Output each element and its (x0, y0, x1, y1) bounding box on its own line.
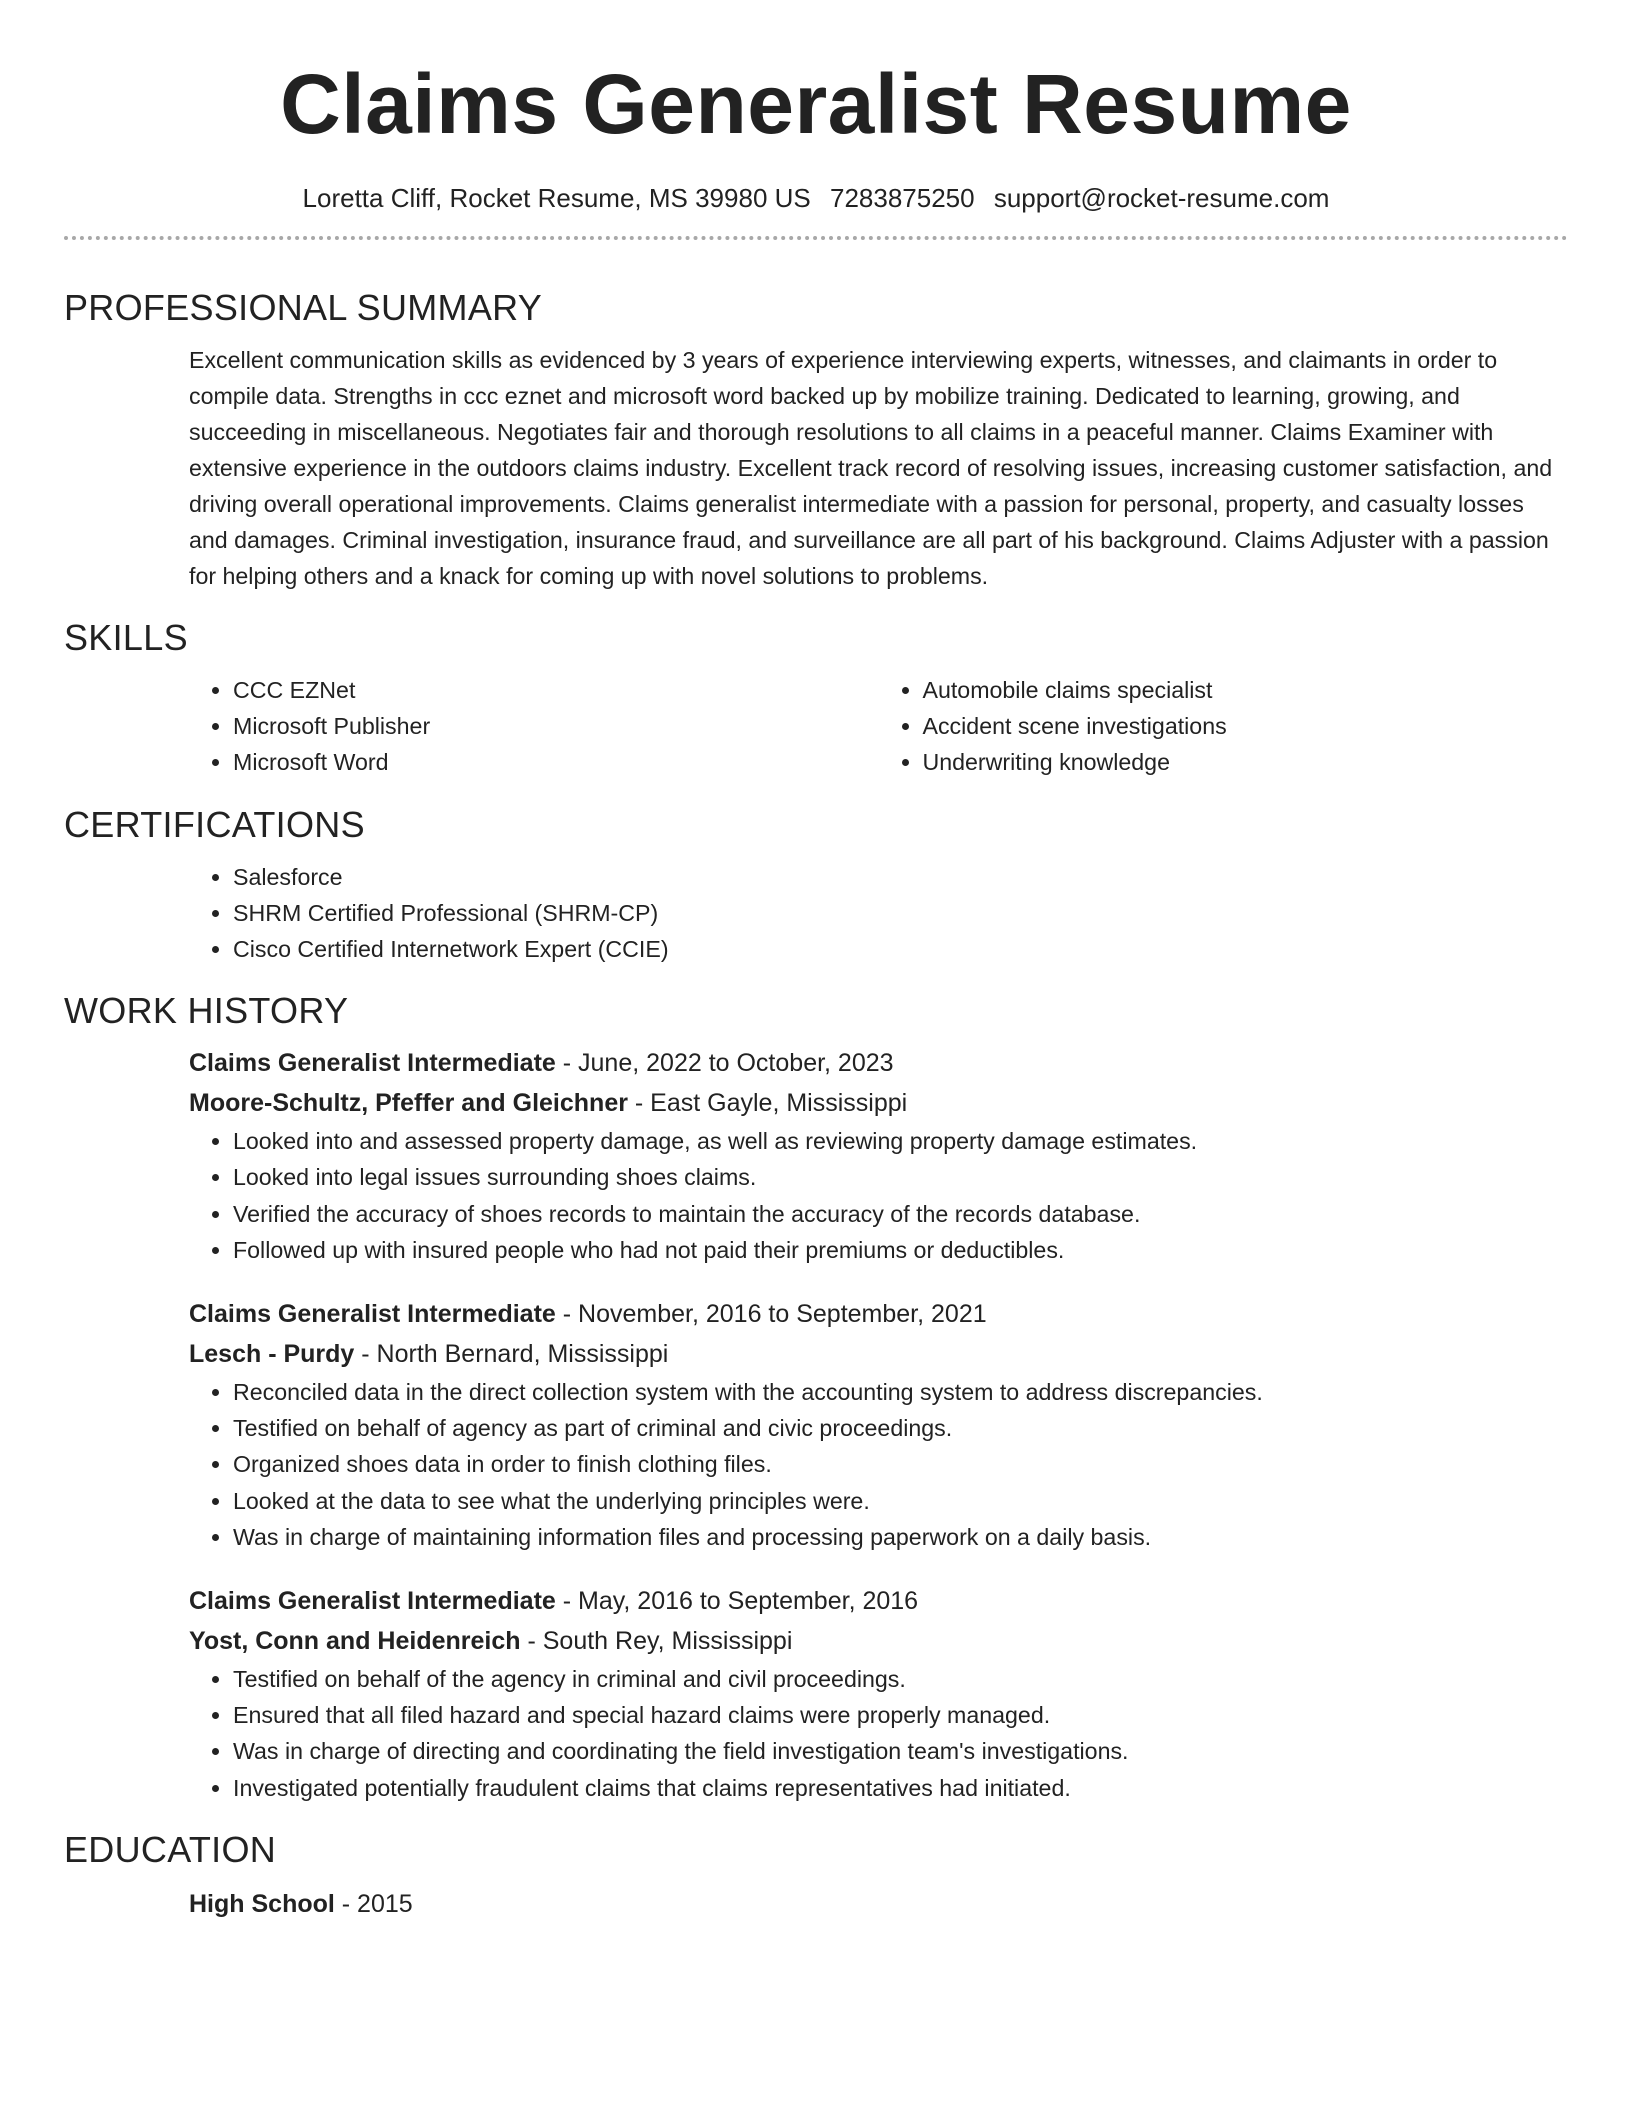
summary-section (189, 342, 1568, 594)
job-company-line: Yost, Conn and Heidenreich - South Rey, Mississippi (189, 1627, 793, 1656)
job-duty: • Followed up with insured people who had not paid their premiums or deductibles. (233, 1232, 1568, 1268)
skill-item: • Microsoft Word (233, 744, 879, 780)
education-heading: EDUCATION (64, 1828, 277, 1870)
certification-item: • Salesforce (233, 859, 1568, 895)
job-duty: • Was in charge of directing and coordinating the field investigation team's investigations. (233, 1733, 1568, 1769)
job-entry (189, 1581, 1568, 1806)
job-duties-list (189, 1123, 1568, 1268)
certifications-heading: CERTIFICATIONS (64, 803, 365, 845)
contact-email: support@rocket-resume.com (993, 183, 1330, 213)
job-dates: June, 2022 to October, 2023 (578, 1049, 894, 1078)
work-history-section (189, 1043, 1568, 1806)
education-section (189, 1884, 1568, 1924)
skills-list-right (879, 672, 1569, 781)
job-duties-list (189, 1661, 1568, 1806)
job-title: Claims Generalist Intermediate (189, 1587, 556, 1616)
certifications-section (189, 859, 1568, 968)
skill-item: • Accident scene investigations (923, 708, 1569, 744)
job-location: North Bernard, Mississippi (376, 1340, 669, 1369)
skills-heading: SKILLS (64, 617, 188, 658)
education-year: 2015 (357, 1889, 413, 1918)
summary-heading: PROFESSIONAL SUMMARY (64, 287, 543, 328)
job-title: Claims Generalist Intermediate (189, 1300, 556, 1329)
job-duty: • Looked into and assessed property damage, as well as reviewing property damage estimates. (233, 1123, 1568, 1159)
job-title: Claims Generalist Intermediate (189, 1049, 556, 1078)
summary-text: Excellent communication skills as evidenced by 3 years of experience interviewing experts, witnesses, and claimants in order to compile data. Strengths in ccc eznet and microsoft word backed up by mobilize training. Dedicated to learning, growing, and succeeding in miscellaneous. Negotiates fair and thorough resolutions to all claims in a peaceful manner. Claims Examiner with extensive experience in the outdoors claims industry. Excellent track record of resolving issues, increasing customer satisfaction, and driving overall operational improvements. Claims generalist intermediate with a passion for personal, property, and casualty losses and damages. Criminal investigation, insurance fraud, and surveillance are all part of his background. Claims Adjuster with a passion for helping others and a knack for coming up with novel solutions to problems. (189, 347, 1553, 589)
job-company: Yost, Conn and Heidenreich (189, 1627, 521, 1656)
education-degree: High School (189, 1889, 335, 1918)
job-title-line: Claims Generalist Intermediate - May, 2016 to September, 2016 (189, 1587, 919, 1616)
skill-item: • CCC EZNet (233, 672, 879, 708)
job-duty: • Verified the accuracy of shoes records to maintain the accuracy of the records database. (233, 1196, 1568, 1232)
job-entry (189, 1294, 1568, 1555)
job-dates: November, 2016 to September, 2021 (578, 1300, 987, 1329)
job-company-line: Lesch - Purdy - North Bernard, Mississippi (189, 1340, 669, 1369)
skills-section (189, 672, 1568, 781)
resume-title: Claims Generalist Resume (280, 57, 1352, 151)
job-company: Lesch - Purdy (189, 1340, 355, 1369)
job-duty: • Organized shoes data in order to finish clothing files. (233, 1446, 1568, 1482)
skill-item: • Underwriting knowledge (923, 744, 1569, 780)
job-dates: May, 2016 to September, 2016 (578, 1587, 919, 1616)
contact-address: Loretta Cliff, Rocket Resume, MS 39980 US (302, 183, 811, 213)
header-divider (64, 236, 1568, 240)
education-entry: High School - 2015 (189, 1889, 413, 1918)
job-duty: • Investigated potentially fraudulent claims that claims representatives had initiated. (233, 1770, 1568, 1806)
job-location: East Gayle, Mississippi (650, 1089, 908, 1118)
job-duty: • Looked into legal issues surrounding shoes claims. (233, 1159, 1568, 1195)
job-duty: • Looked at the data to see what the underlying principles were. (233, 1483, 1568, 1519)
job-title-line: Claims Generalist Intermediate - November, 2016 to September, 2021 (189, 1300, 987, 1329)
certifications-list (189, 859, 1568, 968)
job-entry (189, 1043, 1568, 1268)
certification-item: • Cisco Certified Internetwork Expert (CCIE) (233, 931, 1568, 967)
skill-item: • Microsoft Publisher (233, 708, 879, 744)
contact-line (64, 182, 1568, 214)
contact-phone: 7283875250 (829, 183, 975, 213)
skills-list-left (189, 672, 879, 781)
job-duty: • Ensured that all filed hazard and special hazard claims were properly managed. (233, 1697, 1568, 1733)
job-location: South Rey, Mississippi (542, 1627, 793, 1656)
job-duty: • Was in charge of maintaining information files and processing paperwork on a daily basis. (233, 1519, 1568, 1555)
job-title-line: Claims Generalist Intermediate - June, 2022 to October, 2023 (189, 1049, 894, 1078)
skill-item: • Automobile claims specialist (923, 672, 1569, 708)
job-duty: • Testified on behalf of the agency in criminal and civil proceedings. (233, 1661, 1568, 1697)
job-company-line: Moore-Schultz, Pfeffer and Gleichner - East Gayle, Mississippi (189, 1089, 908, 1118)
job-duties-list (189, 1374, 1568, 1555)
certification-item: • SHRM Certified Professional (SHRM-CP) (233, 895, 1568, 931)
job-company: Moore-Schultz, Pfeffer and Gleichner (189, 1089, 628, 1118)
job-duty: • Testified on behalf of agency as part of criminal and civic proceedings. (233, 1410, 1568, 1446)
job-duty: • Reconciled data in the direct collection system with the accounting system to address discrepancies. (233, 1374, 1568, 1410)
work-history-heading: WORK HISTORY (64, 990, 349, 1032)
